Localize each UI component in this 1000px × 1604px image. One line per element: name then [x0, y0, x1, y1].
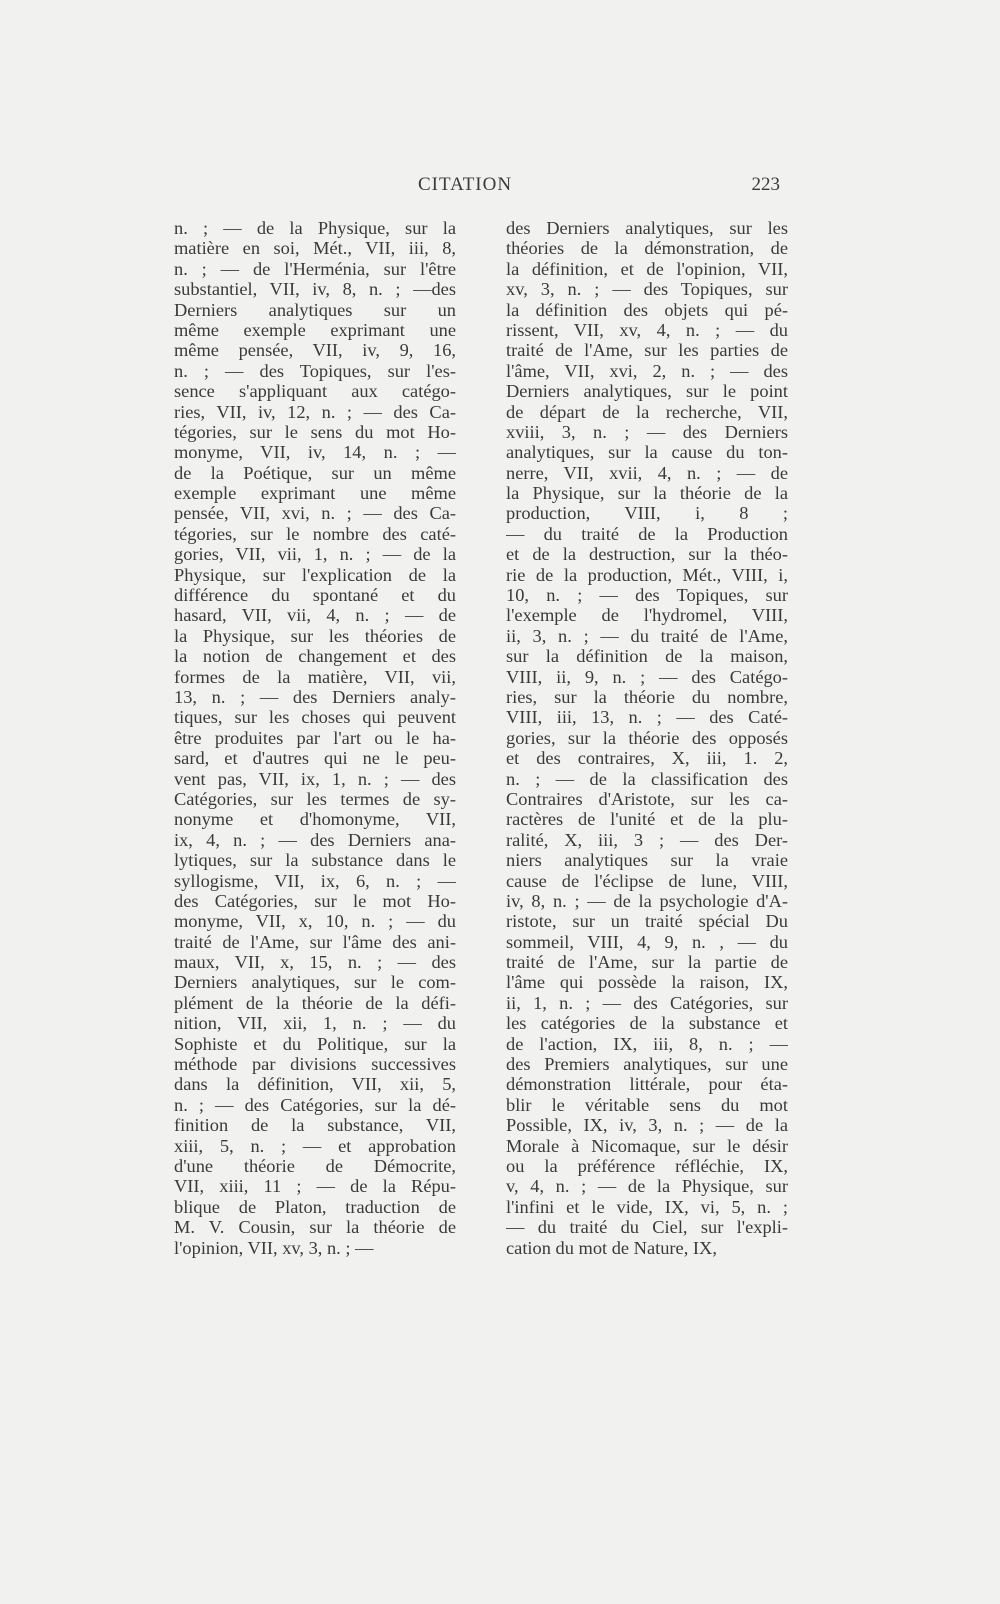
text-line: n. ; — de l'Herménia, sur l'être — [174, 258, 456, 279]
text-line: Sophiste et du Politique, sur la — [174, 1033, 456, 1054]
text-line: ristote, sur un traité spécial Du — [506, 911, 788, 932]
text-line: n. ; — de la classification des — [506, 768, 788, 789]
text-line: même pensée, VII, iv, 9, 16, — [174, 340, 456, 361]
text-line: substantiel, VII, iv, 8, n. ; —des — [174, 279, 456, 300]
text-line: la Physique, sur les théories de — [174, 625, 456, 646]
text-line: — du traité du Ciel, sur l'expli- — [506, 1217, 788, 1238]
text-line: des Premiers analytiques, sur une — [506, 1054, 788, 1075]
text-line: ries, VII, iv, 12, n. ; — des Ca- — [174, 401, 456, 422]
text-line: et des contraires, X, iii, 1. 2, — [506, 748, 788, 769]
text-line: VIII, ii, 9, n. ; — des Catégo- — [506, 666, 788, 687]
text-line: traité de l'Ame, sur l'âme des ani- — [174, 931, 456, 952]
text-line: l'opinion, VII, xv, 3, n. ; — — [174, 1237, 374, 1258]
text-line: Catégories, sur les termes de sy- — [174, 788, 456, 809]
text-line: les catégories de la substance et — [506, 1013, 788, 1034]
text-line: traité de l'Ame, sur les parties de — [506, 340, 788, 361]
text-line: de départ de la recherche, VII, — [506, 401, 788, 422]
text-line: v, 4, n. ; — de la Physique, sur — [506, 1176, 788, 1197]
text-line: finition de la substance, VII, — [174, 1115, 456, 1136]
text-line: ou la préférence réfléchie, IX, — [506, 1155, 788, 1176]
text-line: dans la définition, VII, xii, 5, — [174, 1074, 456, 1095]
text-line: rissent, VII, xv, 4, n. ; — du — [506, 319, 788, 340]
text-line: ries, sur la théorie du nombre, — [506, 686, 788, 707]
text-line: même exemple exprimant une — [174, 319, 456, 340]
text-line: xv, 3, n. ; — des Topiques, sur — [506, 279, 788, 300]
text-line: la notion de changement et des — [174, 646, 456, 667]
text-line: hasard, VII, vii, 4, n. ; — de — [174, 605, 456, 626]
text-line: n. ; — des Topiques, sur l'es- — [174, 360, 456, 381]
text-line: rie de la production, Mét., VIII, i, — [506, 564, 788, 585]
text-line: iv, 8, n. ; — de la psychologie d'A- — [506, 890, 788, 911]
text-line: monyme, VII, iv, 14, n. ; — — [174, 442, 456, 463]
text-line: nerre, VII, xvii, 4, n. ; — de — [506, 462, 788, 483]
text-line: pensée, VII, xvi, n. ; — des Ca- — [174, 503, 456, 524]
text-line: l'exemple de l'hydromel, VIII, — [506, 605, 788, 626]
text-line: xviii, 3, n. ; — des Derniers — [506, 421, 788, 442]
text-line: exemple exprimant une même — [174, 483, 456, 504]
text-line: l'âme qui possède la raison, IX, — [506, 972, 788, 993]
text-line: Possible, IX, iv, 3, n. ; — de la — [506, 1115, 788, 1136]
text-line: nition, VII, xii, 1, n. ; — du — [174, 1013, 456, 1034]
text-line: gories, VII, vii, 1, n. ; — de la — [174, 544, 456, 565]
text-line: 10, n. ; — des Topiques, sur — [506, 585, 788, 606]
text-line: VII, xiii, 11 ; — de la Répu- — [174, 1176, 456, 1197]
text-line: syllogisme, VII, ix, 6, n. ; — — [174, 870, 456, 891]
text-line: ii, 3, n. ; — du traité de l'Ame, — [506, 625, 788, 646]
right-column — [506, 218, 788, 1258]
text-line: — du traité de la Production — [506, 523, 788, 544]
text-line: cation du mot de Nature, IX, — [506, 1237, 717, 1258]
text-line: n. ; — des Catégories, sur la dé- — [174, 1094, 456, 1115]
text-line: matière en soi, Mét., VII, iii, 8, — [174, 238, 456, 259]
text-line: tégories, sur le nombre des caté- — [174, 523, 456, 544]
text-line: la définition des objets qui pé- — [506, 299, 788, 320]
text-line: niers analytiques sur la vraie — [506, 850, 788, 871]
text-line: blir le véritable sens du mot — [506, 1094, 788, 1115]
text-line: des Catégories, sur le mot Ho- — [174, 890, 456, 911]
text-line: des Derniers analytiques, sur les — [506, 218, 788, 238]
text-line: Derniers analytiques, sur le point — [506, 381, 788, 402]
text-line: vent pas, VII, ix, 1, n. ; — des — [174, 768, 456, 789]
text-line: théories de la démonstration, de — [506, 238, 788, 259]
text-line: l'infini et le vide, IX, vi, 5, n. ; — [506, 1196, 788, 1217]
text-line: monyme, VII, x, 10, n. ; — du — [174, 911, 456, 932]
text-line: sommeil, VIII, 4, 9, n. , — du — [506, 931, 788, 952]
text-line: Contraires d'Aristote, sur les ca- — [506, 788, 788, 809]
text-line: tégories, sur le sens du mot Ho- — [174, 421, 456, 442]
text-line: sence s'appliquant aux catégo- — [174, 381, 456, 402]
text-line: nonyme et d'homonyme, VII, — [174, 809, 456, 830]
text-line: plément de la théorie de la défi- — [174, 992, 456, 1013]
text-line: Morale à Nicomaque, sur le désir — [506, 1135, 788, 1156]
text-line: la Physique, sur la théorie de la — [506, 483, 788, 504]
text-line: cause de l'éclipse de lune, VIII, — [506, 870, 788, 891]
running-head: CITATION — [418, 174, 513, 195]
text-line: maux, VII, x, 15, n. ; — des — [174, 952, 456, 973]
text-line: méthode par divisions successives — [174, 1054, 456, 1075]
text-line: différence du spontané et du — [174, 585, 456, 606]
text-line: de la Poétique, sur un même — [174, 462, 456, 483]
text-line: d'une théorie de Démocrite, — [174, 1155, 456, 1176]
text-line: 13, n. ; — des Derniers analy- — [174, 686, 456, 707]
text-line: et de la destruction, sur la théo- — [506, 544, 788, 565]
text-line: tiques, sur les choses qui peuvent — [174, 707, 456, 728]
text-line: gories, sur la théorie des opposés — [506, 727, 788, 748]
text-line: Derniers analytiques sur un — [174, 299, 456, 320]
text-line: VIII, iii, 13, n. ; — des Caté- — [506, 707, 788, 728]
page-header — [168, 174, 780, 200]
text-line: sard, et d'autres qui ne le peu- — [174, 748, 456, 769]
text-line: M. V. Cousin, sur la théorie de — [174, 1217, 456, 1238]
text-line: blique de Platon, traduction de — [174, 1196, 456, 1217]
text-line: ralité, X, iii, 3 ; — des Der- — [506, 829, 788, 850]
text-line: lytiques, sur la substance dans le — [174, 850, 456, 871]
text-line: sur la définition de la maison, — [506, 646, 788, 667]
text-line: Physique, sur l'explication de la — [174, 564, 456, 585]
text-line: la définition, et de l'opinion, VII, — [506, 258, 788, 279]
left-column — [174, 218, 456, 1258]
text-line: démonstration littérale, pour éta- — [506, 1074, 788, 1095]
page-number: 223 — [751, 174, 780, 195]
text-line: n. ; — de la Physique, sur la — [174, 218, 456, 238]
text-line: formes de la matière, VII, vii, — [174, 666, 456, 687]
text-line: analytiques, sur la cause du ton- — [506, 442, 788, 463]
text-line: de l'action, IX, iii, 8, n. ; — — [506, 1033, 788, 1054]
text-line: xiii, 5, n. ; — et approbation — [174, 1135, 456, 1156]
text-line: ix, 4, n. ; — des Derniers ana- — [174, 829, 456, 850]
text-line: ii, 1, n. ; — des Catégories, sur — [506, 992, 788, 1013]
text-line: l'âme, VII, xvi, 2, n. ; — des — [506, 360, 788, 381]
text-line: être produites par l'art ou le ha- — [174, 727, 456, 748]
text-line: ractères de l'unité et de la plu- — [506, 809, 788, 830]
text-line: Derniers analytiques, sur le com- — [174, 972, 456, 993]
text-line: production, VIII, i, 8 ; — [506, 503, 788, 524]
text-line: traité de l'Ame, sur la partie de — [506, 952, 788, 973]
